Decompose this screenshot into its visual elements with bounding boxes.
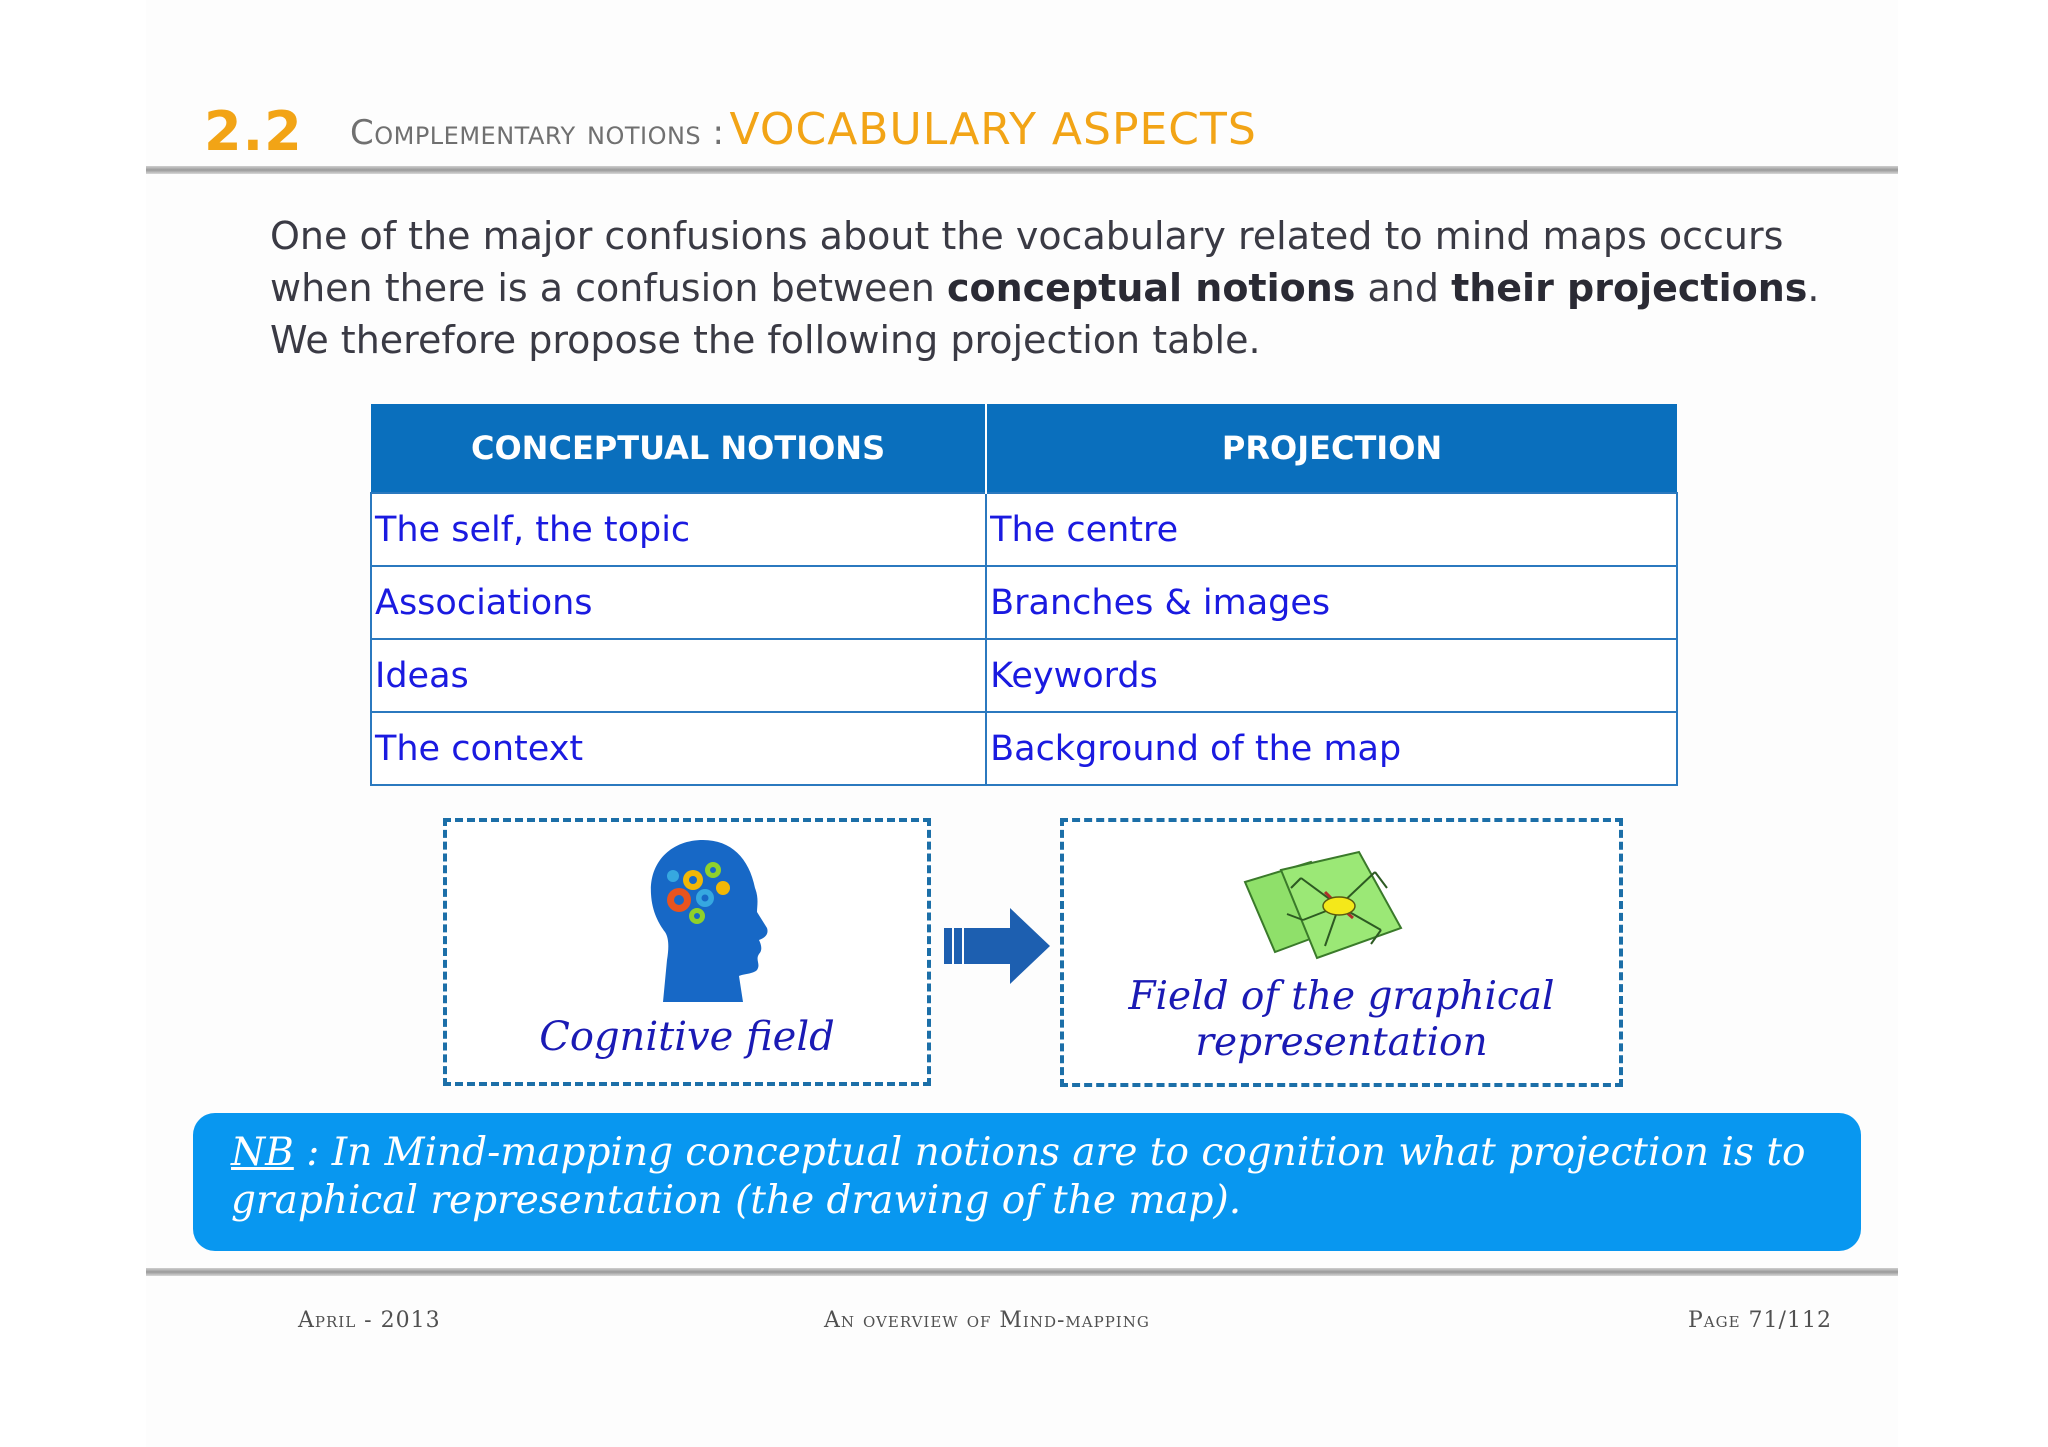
projection-table bbox=[370, 404, 1678, 786]
table-row bbox=[371, 566, 1677, 639]
footer-date: April - 2013 bbox=[298, 1308, 441, 1333]
intro-paragraph bbox=[270, 210, 1830, 366]
section-number: 2.2 bbox=[204, 100, 303, 163]
column-header: CONCEPTUAL NOTIONS bbox=[371, 404, 986, 493]
intro-text-1: One of the major confusions about the vocabulary related to mind maps occurs when there is a confusion between bbox=[270, 214, 1784, 310]
table-header-row bbox=[371, 404, 1677, 493]
header-divider bbox=[146, 166, 1898, 174]
note-body: : In Mind-mapping conceptual notions are to cognition what projection is to graphical representation (the drawing of the map). bbox=[231, 1130, 1806, 1223]
table-cell: The centre bbox=[986, 493, 1677, 566]
intro-bold-conceptual: conceptual notions bbox=[946, 266, 1356, 310]
table-cell: The context bbox=[371, 712, 986, 785]
table-cell: Ideas bbox=[371, 639, 986, 712]
table-cell: The self, the topic bbox=[371, 493, 986, 566]
graphical-representation-box bbox=[1060, 818, 1623, 1087]
intro-text-3: . We therefore propose the following projection table. bbox=[270, 266, 1820, 362]
table-row bbox=[371, 712, 1677, 785]
note-text bbox=[231, 1129, 1841, 1225]
arrow-right-icon bbox=[942, 904, 1054, 988]
table-row bbox=[371, 493, 1677, 566]
caption-line-1: Field of the graphical bbox=[1128, 974, 1555, 1019]
title-accent: VOCABULARY ASPECTS bbox=[729, 104, 1257, 155]
graphical-representation-caption bbox=[1064, 974, 1619, 1066]
cognitive-field-box bbox=[443, 818, 931, 1086]
table-cell: Branches & images bbox=[986, 566, 1677, 639]
intro-text-2: and bbox=[1355, 266, 1452, 310]
cognitive-field-caption: Cognitive field bbox=[539, 1014, 835, 1060]
intro-bold-projections: their projections bbox=[1451, 266, 1808, 310]
title-prefix: Complementary notions : bbox=[350, 113, 725, 153]
page-title bbox=[350, 104, 1257, 155]
table-row bbox=[371, 639, 1677, 712]
note-box bbox=[193, 1113, 1861, 1251]
table-cell: Associations bbox=[371, 566, 986, 639]
table-cell: Background of the map bbox=[986, 712, 1677, 785]
page-number: Page 71/112 bbox=[1688, 1308, 1832, 1333]
footer-divider bbox=[146, 1268, 1898, 1276]
column-header: PROJECTION bbox=[986, 404, 1677, 493]
table-cell: Keywords bbox=[986, 639, 1677, 712]
footer-title: An overview of Mind-mapping bbox=[824, 1308, 1150, 1333]
mind-map-sheets-icon bbox=[1241, 848, 1411, 968]
note-label: NB bbox=[231, 1130, 294, 1175]
head-gears-icon bbox=[643, 836, 771, 1004]
caption-line-2: representation bbox=[1195, 1020, 1488, 1065]
